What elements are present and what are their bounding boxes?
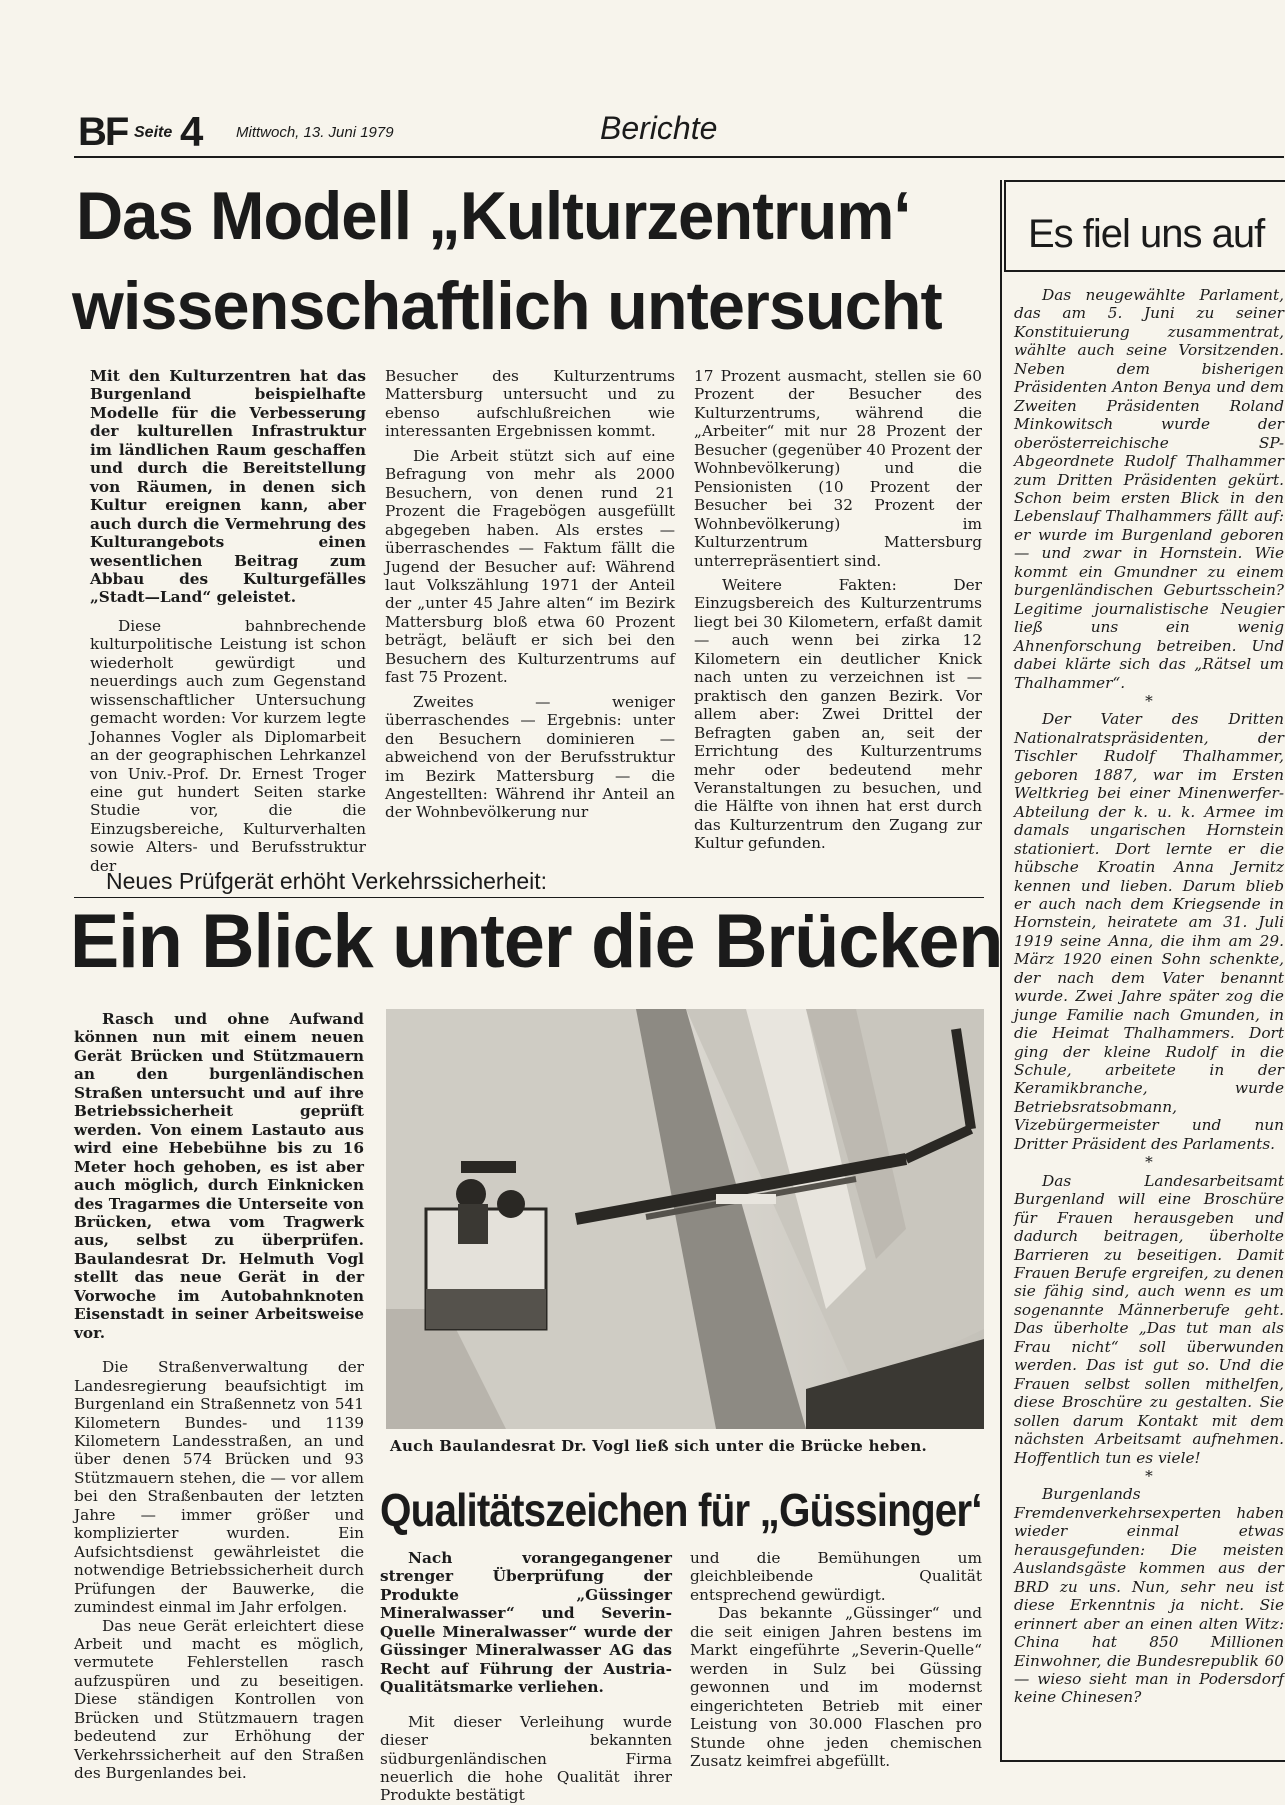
article1-paragraph: Weitere Fakten: Der Einzugsbereich des Kulturzentrums liegt bei 30 Kilometern, erfaßt damit — auch wenn bei zirka 12 Kilometern ein deutlicher Knick nach unten zu verzeichnen ist — praktisch den ganzen Bezirk. Vor allem aber: Zwei Drittel der Befragten gaben an, seit der Errichtung des Kulturzentrums mehr oder bedeutend mehr Veranstaltungen zu besuchen, und die Hälfte von ihnen hat erst durch das Kulturzentrum den Zugang zur Kultur gefunden. — [694, 575, 982, 853]
sidebar-item: Der Vater des Dritten Nationalratspräsidenten, der Tischler Rudolf Thalhammer, geboren 1887, war im Ersten Weltkrieg bei einer Minenwerfer-Abteilung der k. u. k. Armee im damals ungarischen Hornstein stationiert. Dort lernte er die hübsche Kroatin Anna Jernitz kennen und lieben. Darum blieb er auch nach dem Kriegsende in Hornstein, heiratete am 31. Juli 1919 seine Anna, die ihm am 29. März 1920 einen Sohn schenkte, der nach dem Vater benannt wurde. Zwei Jahre später zog die junge Familie nach Gmunden, in die Heimat Thalhammers. Dort ging der kleine Rudolf in die Schule, arbeitete in der Keramikbranche, wurde Betriebsratsobmann, Vizebürgermeister und nun Dritter Präsident des Parlaments. — [1014, 710, 1284, 1153]
article1-paragraph: Zweites — weniger überraschendes — Ergebnis: unter den Besuchern dominieren — abweichend von der Berufsstruktur im Bezirk Mattersburg — die Angestellten: Während ihr Anteil an der Wohnbevölkerung nur — [385, 692, 675, 822]
page-label: Seite — [134, 124, 173, 141]
article1-paragraph: Besucher des Kulturzentrums Mattersburg untersucht und zu ebenso aufschlußreichen wie interessanten Ergebnissen kommt. — [385, 367, 675, 441]
bridge-photo-illustration — [386, 1009, 984, 1429]
article1-paragraph: 17 Prozent ausmacht, stellen sie 60 Prozent der Besucher des Kulturzentrums, während die „Arbeiter“ mit nur 28 Prozent der Besucher (gegenüber 40 Prozent der Wohnbevölkerung) und die Pensionisten (10 Prozent der Besucher bei 32 Prozent der Wohnbevölkerung) im Kulturzentrum Mattersburg unterrepräsentiert sind. — [694, 367, 982, 570]
kicker-rule — [74, 897, 984, 898]
article3-headline: Qualitätszeichen für „Güssinger‘ — [380, 1484, 982, 1536]
article1-paragraph: Diese bahnbrechende kulturpolitische Leistung ist schon wiederholt gewürdigt und neuerdings auch zum Gegenstand wissenschaftlicher Untersuchung gemacht worden: Vor kurzem legte Johannes Vogler als Diplomarbeit an der geographischen Lehrkanzel von Univ.-Prof. Dr. Ernest Troger eine gut hundert Seiten starke Studie vor, die die Einzugsbereiche, Kulturverhalten sowie Alters- und Berufsstruktur der — [90, 616, 366, 875]
sidebar-item: Burgenlands Fremdenverkehrsexperten haben wieder einmal etwas herausgefunden: Die meisten Auslandsgäste kommen aus der BRD zu uns. Nun, sehr neu ist diese Erkenntnis ja nicht. Sie erinnert aber an einen alten Witz: China hat 850 Millionen Einwohner, die Bundesrepublik 60 — wieso sieht man in Podersdorf keine Chinesen? — [1014, 1485, 1284, 1707]
article1-headline-line2: wissenschaftlich untersucht — [72, 268, 942, 344]
article3-paragraph: Mit dieser Verleihung wurde dieser bekannten südburgenländischen Firma neuerlich die hohe Qualität ihrer Produkte bestätigt — [380, 1712, 672, 1805]
article1-column2 — [385, 367, 675, 822]
sidebar-item: Das neugewählte Parlament, das am 5. Juni zu seiner Konstituierung zusammentrat, wählte auch seine Vorsitzenden. Neben dem bisherigen Präsidenten Anton Benya und dem Zweiten Präsidenten Roland Minkowitsch wurde der oberösterreichische SP-Abgeordnete Rudolf Thalhammer zum Dritten Präsidenten gekürt. Schon beim ersten Blick in den Lebenslauf Thalhammers fällt auf: er wurde im Burgenland geboren — und zwar in Hornstein. Wie kommt ein Gmundner zu einem burgenländischen Geburtsschein? Legitime journalistische Neugier ließ uns ein wenig Ahnenforschung betreiben. Und dabei klärte sich das „Rätsel um Thalhammer“. — [1014, 286, 1284, 692]
sidebar-separator: * — [1145, 1153, 1153, 1172]
newspaper-logo: BF — [78, 110, 128, 154]
photo-caption: Auch Baulandesrat Dr. Vogl ließ sich unter die Brücke heben. — [390, 1437, 928, 1455]
sidebar-item: Das Landesarbeitsamt Burgenland will eine Broschüre für Frauen herausgeben und dadurch beitragen, überholte Barrieren zu beseitigen. Damit Frauen Berufe ergreifen, zu denen sie fähig sind, auch wenn es um sogenannte Männerberufe geht. Das überholte „Das tut man als Frau nicht“ soll überwunden werden. Das ist gut so. Und die Frauen selbst sollen mithelfen, diese Broschüre zu gestalten. Sie sollen darum Kontakt mit dem nächsten Arbeitsamt aufnehmen. Hoffentlich tun es viele! — [1014, 1171, 1284, 1467]
bridge-inspection-photo — [386, 1009, 984, 1429]
sidebar-text — [1014, 286, 1284, 1707]
article1-column1 — [90, 367, 366, 875]
article2-text — [74, 1010, 364, 1783]
sidebar-heading: Es fiel uns auf — [1028, 212, 1265, 256]
article1-paragraph: Die Arbeit stützt sich auf eine Befragung von mehr als 2000 Besuchern, von denen rund 21 Prozent die Fragebögen ausgefüllt abgegeben haben. Als erstes — überraschendes — Faktum fällt die Jugend der Besucher auf: Während laut Volkszählung 1971 der Anteil der „unter 45 Jahre alten“ im Bezirk Mattersburg bloß etwa 60 Prozent beträgt, beläuft er sich bei den Besuchern des Kulturzentrums auf fast 75 Prozent. — [385, 446, 675, 687]
article3-column1 — [380, 1549, 672, 1805]
section-title: Berichte — [600, 110, 718, 146]
article3-paragraph: Das bekannte „Güssinger“ und die seit einigen Jahren bestens im Markt eingeführte „Severin-Quelle“ werden in Sulz bei Güssing gewonnen und im modernst eingerichteten Betrieb mit einer Leistung von 30.000 Flaschen pro Stunde ohne jeden chemischen Zusatz keimfrei abgefüllt. — [690, 1604, 982, 1770]
page-number: 4 — [180, 108, 204, 155]
sidebar-separator: * — [1145, 1467, 1153, 1485]
article1-lead: Mit den Kulturzentren hat das Burgenland beispielhafte Modelle für die Verbesserung der kulturellen Infrastruktur im ländlichen Raum geschaffen und durch die Bereitstellung von Räumen, in denen sich Kultur ereignen kann, aber auch durch die Vermehrung des Kulturangebots einen wesentlichen Beitrag zum Abbau des Kulturgefälles „Stadt—Land“ geleistet. — [90, 367, 366, 607]
article3-paragraph: und die Bemühungen um gleichbleibende Qualität entsprechend gewürdigt. — [690, 1549, 982, 1604]
sidebar-heading-box — [1004, 180, 1285, 272]
sidebar-separator: * — [1145, 691, 1153, 710]
masthead-rule — [74, 156, 1284, 158]
issue-date: Mittwoch, 13. Juni 1979 — [236, 124, 394, 141]
article2-paragraph: Die Straßenverwaltung der Landesregierung beaufsichtigt im Burgenland ein Straßennetz von 541 Kilometern Bundes- und 1139 Kilometern Landesstraßen, an und über denen 574 Brücken und 93 Stützmauern stehen, die — vor allem bei den Straßenbauten der letzten Jahre — immer größer und komplizierter wurden. Ein Aufsichtsdienst gewährleistet die notwendige Betriebssicherheit durch Prüfungen der Bauwerke, die zumindest einmal im Jahr erfolgen. — [74, 1358, 364, 1617]
article3-lead: Nach vorangegangener strenger Überprüfung der Produkte „Güssinger Mineralwasser“ und Severin-Quelle Mineralwasser“ wurde der Güssinger Mineralwasser AG das Recht auf Führung der Austria-Qualitätsmarke verliehen. — [380, 1549, 672, 1697]
article1-headline-line1: Das Modell „Kulturzentrum‘ — [76, 178, 911, 254]
article2-lead: Rasch und ohne Aufwand können nun mit einem neuen Gerät Brücken und Stützmauern an den burgenländischen Straßen untersucht und auf ihre Betriebssicherheit geprüft werden. Von einem Lastauto aus wird eine Hebebühne bis zu 16 Meter hoch gehoben, es ist aber auch möglich, durch Einknicken des Tragarmes die Unterseite von Brücken, etwa vom Tragwerk aus, selbst zu überprüfen. Baulandesrat Dr. Helmuth Vogl stellt das neue Gerät in der Vorwoche im Autobahnknoten Eisenstadt in seiner Arbeitsweise vor. — [74, 1010, 364, 1342]
article3-column2 — [690, 1549, 982, 1770]
article1-column3 — [694, 367, 982, 853]
article2-paragraph: Das neue Gerät erleichtert diese Arbeit und macht es möglich, vermutete Fehlerstellen rasch aufzuspüren und zu beseitigen. Diese ständigen Kontrollen von Brücken und Stützmauern tragen bedeutend zur Erhöhung der Verkehrssicherheit auf den Straßen des Burgenlandes bei. — [74, 1616, 364, 1783]
article2-kicker: Neues Prüfgerät erhöht Verkehrssicherheit: — [106, 868, 548, 894]
article2-headline: Ein Blick unter die Brücken — [70, 899, 1003, 984]
